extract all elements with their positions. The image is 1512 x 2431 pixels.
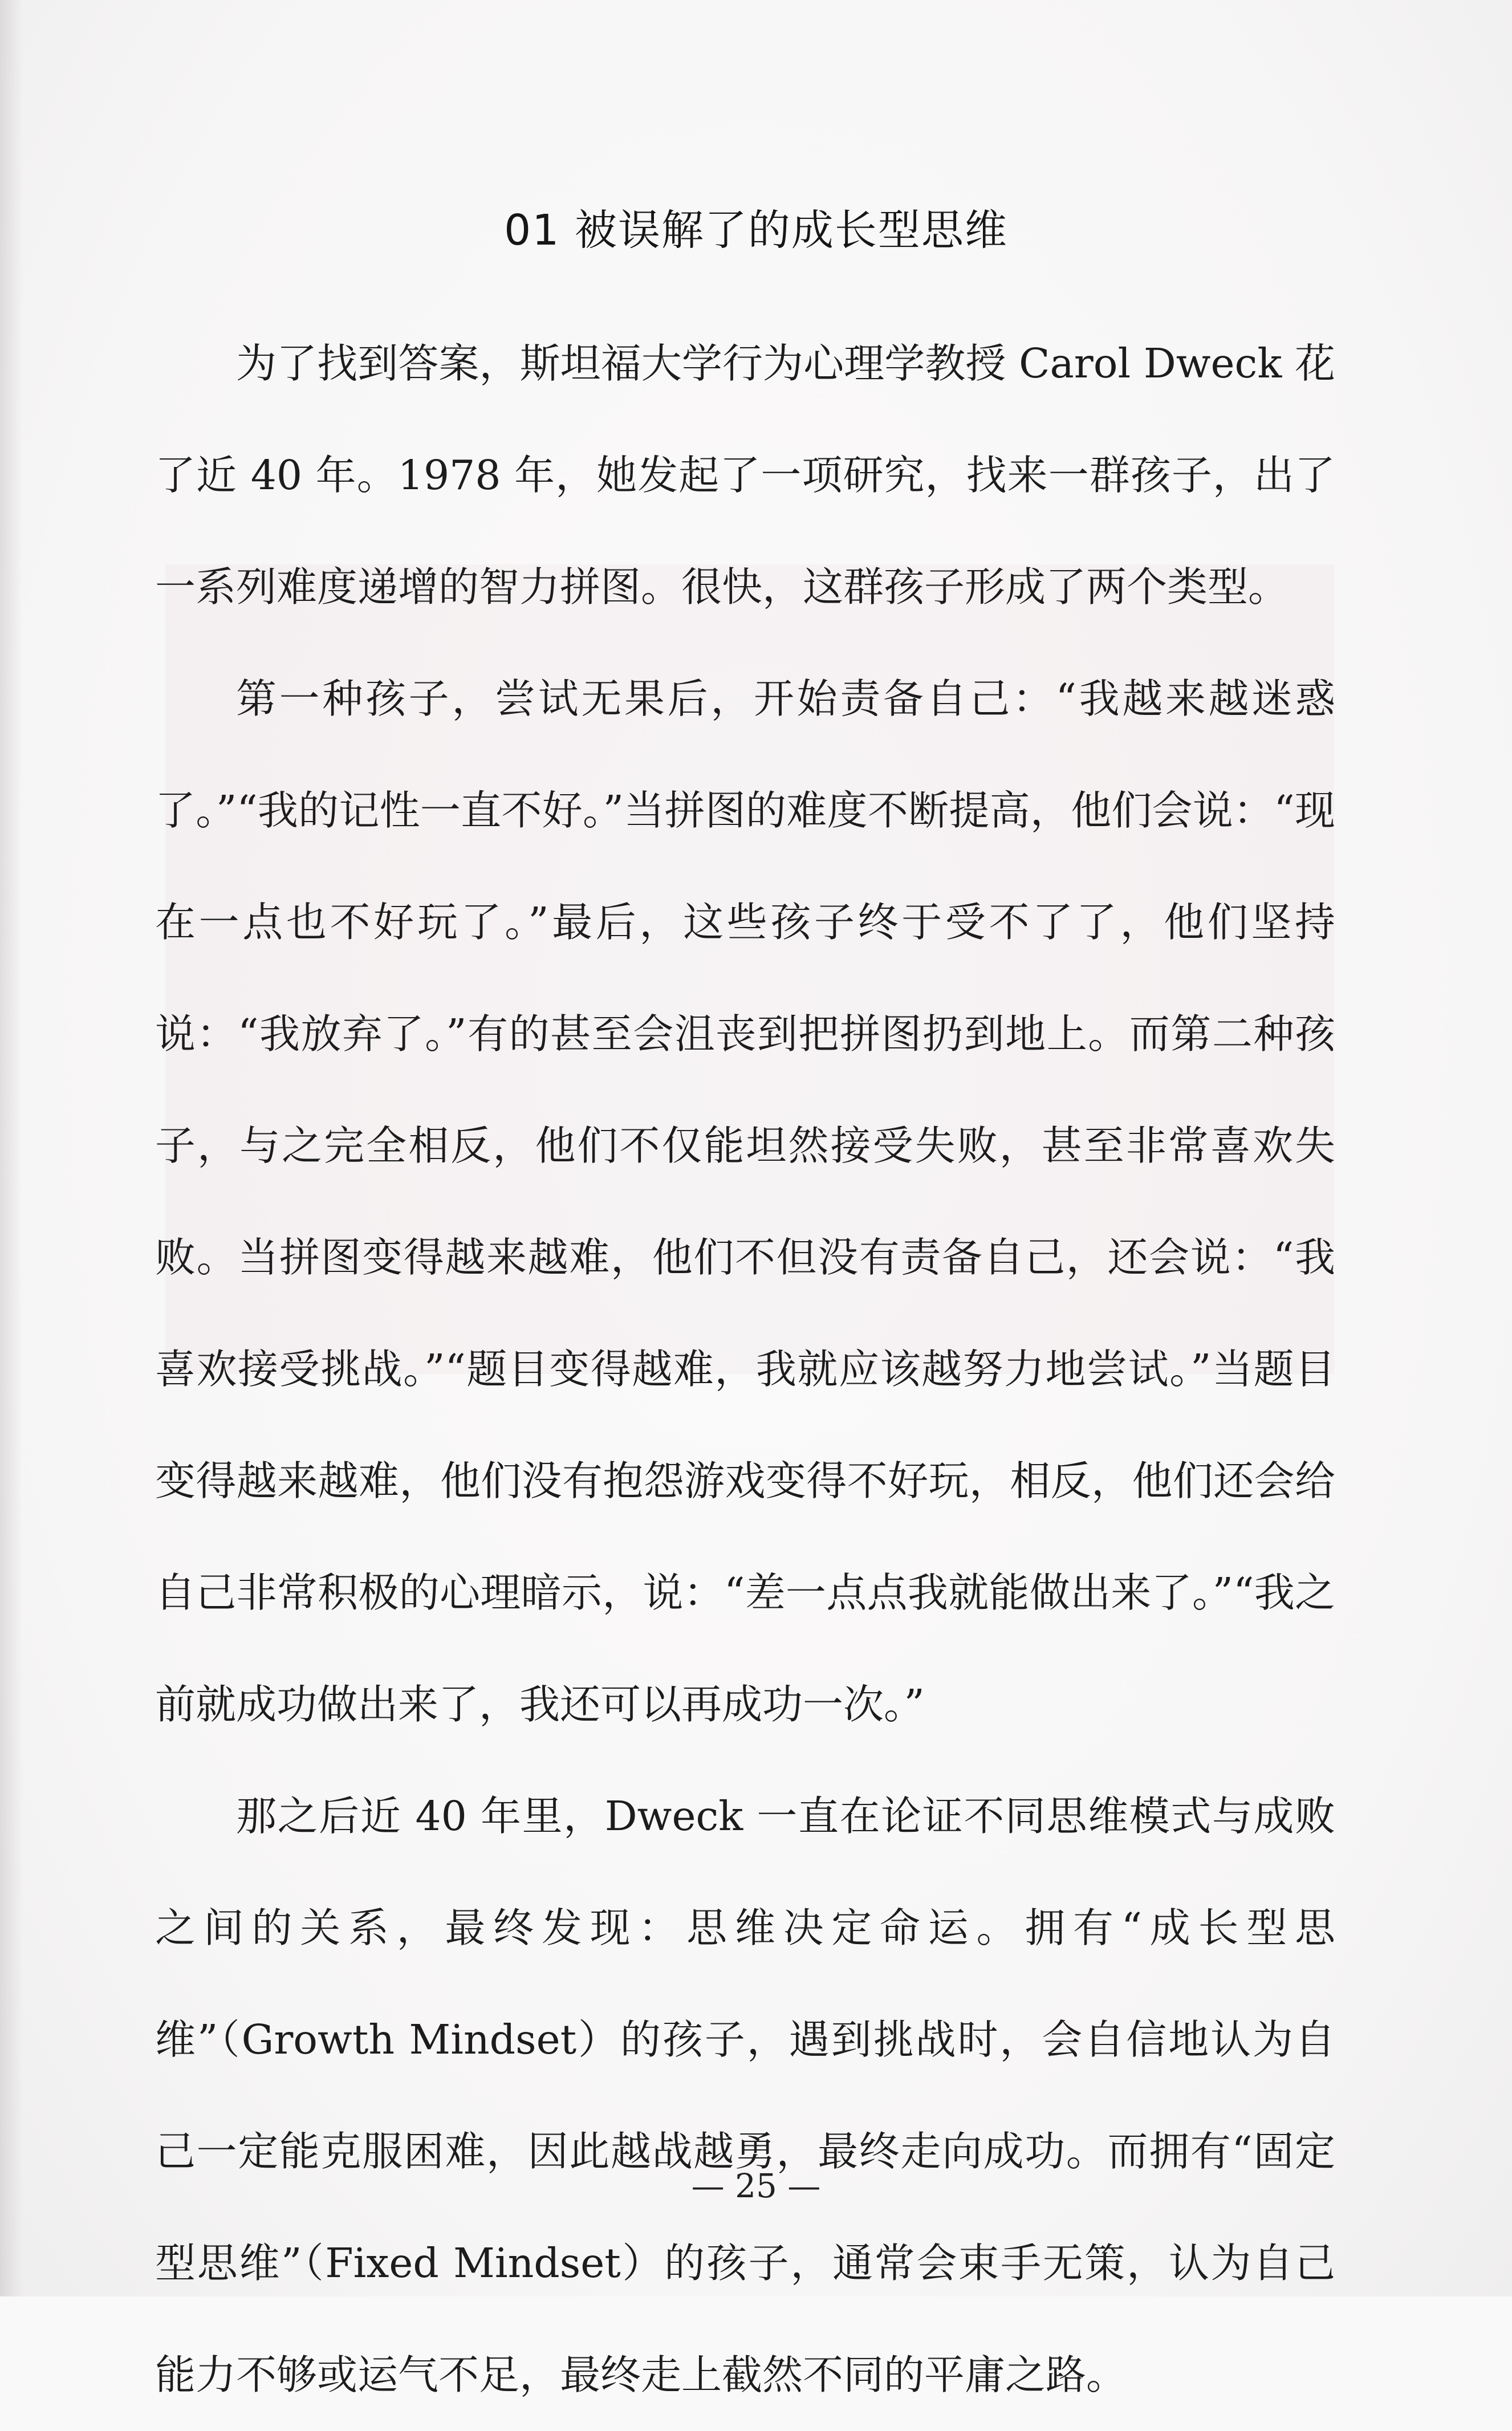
paragraph-3: 那之后近 40 年里，Dweck 一直在论证不同思维模式与成败之间的关系，最终发现：思维决定命运。拥有“成长型思维”（Growth Mindset）的孩子，遇到挑战时，会自信地认为自己一定能克服困难，因此越战越勇，最终走向成功。而拥有“固定型思维”（Fixed Mindset）的孩子，通常会束手无策，认为自己能力不够或运气不足，最终走上截然不同的平庸之路。 [155, 1792, 1335, 2399]
paragraph-2: 第一种孩子，尝试无果后，开始责备自己：“我越来越迷惑了。”“我的记性一直不好。”当拼图的难度不断提高，他们会说：“现在一点也不好玩了。”最后，这些孩子终于受不了了，他们坚持说：“我放弃了。”有的甚至会沮丧到把拼图扔到地上。而第二种孩子，与之完全相反，他们不仅能坦然接受失败，甚至非常喜欢失败。当拼图变得越来越难，他们不但没有责备自己，还会说：“我喜欢接受挑战。”“题目变得越难，我就应该越努力地尝试。”当题目变得越来越难，他们没有抱怨游戏变得不好玩，相反，他们还会给自己非常积极的心理暗示，说：“差一点点我就能做出来了。”“我之前就成功做出来了，我还可以再成功一次。” [155, 675, 1335, 1728]
binding-shadow [0, 0, 23, 2296]
body-text [155, 308, 1335, 2431]
page-number: — 25 — [691, 2166, 821, 2205]
paragraph-1: 为了找到答案，斯坦福大学行为心理学教授 Carol Dweck 花了近 40 年。1978 年，她发起了一项研究，找来一群孩子，出了一系列难度递增的智力拼图。很快，这群孩子形成了两个类型。 [155, 340, 1335, 611]
section-heading: 01 被误解了的成长型思维 [504, 206, 1008, 255]
